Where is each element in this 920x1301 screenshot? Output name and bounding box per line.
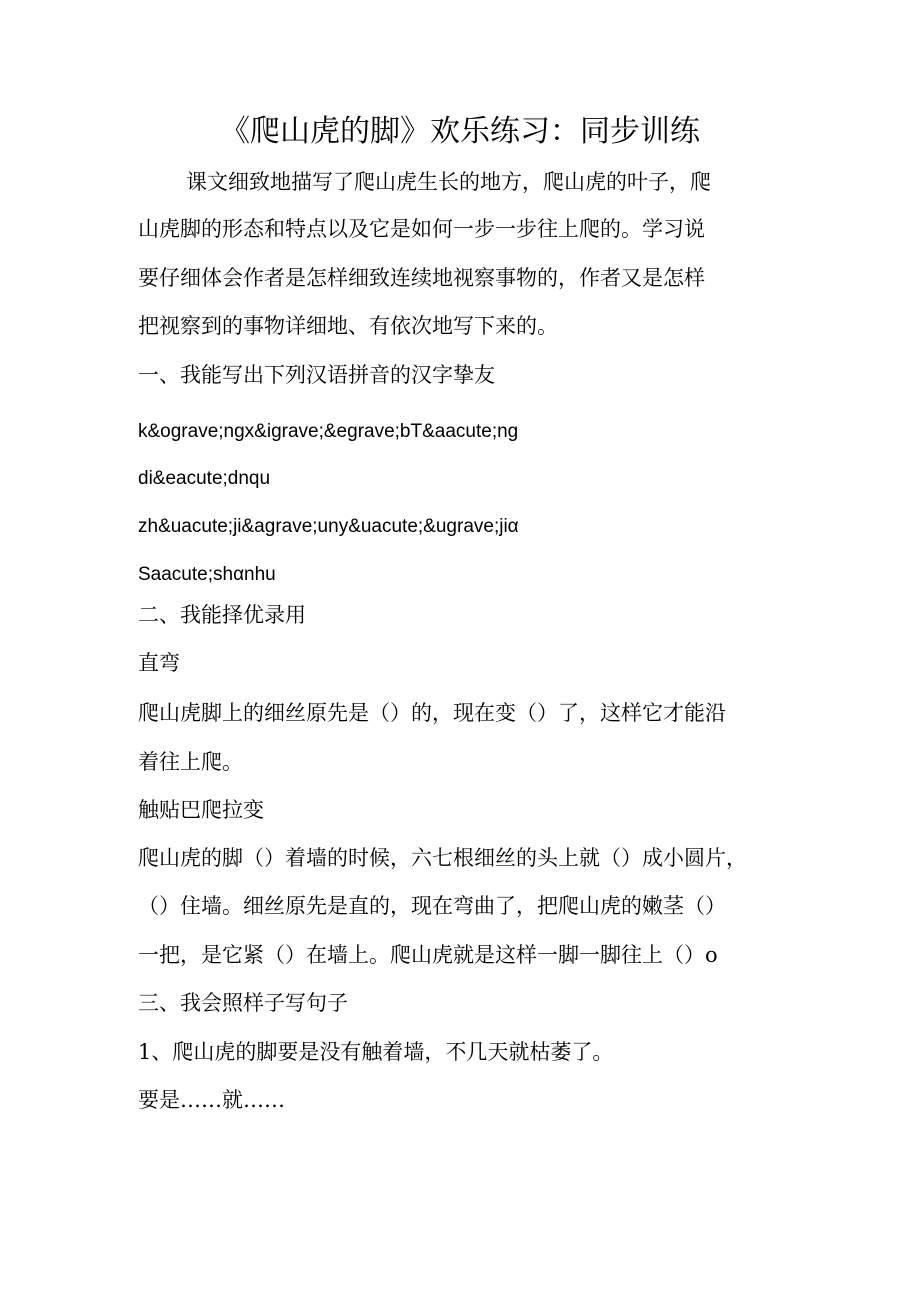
fill-sentence-1-line-2: 着往上爬。 <box>138 750 243 774</box>
section-2-heading: 二、我能择优录用 <box>138 603 306 627</box>
example-sentence-1: 1、爬山虎的脚要是没有触着墙，不几天就枯萎了。 <box>138 1040 614 1064</box>
pinyin-line-4: Saacute;shαnhu <box>138 564 276 585</box>
fill-sentence-2-line-2: （）住墙。细丝原先是直的，现在弯曲了，把爬山虎的嫩茎（） <box>138 894 726 918</box>
pinyin-line-1: k&ograve;ngx&igrave;&egrave;bT&aacute;ng <box>138 421 519 442</box>
intro-line-4: 把视察到的事物详细地、有依次地写下来的。 <box>138 314 558 338</box>
section-1-heading: 一、我能写出下列汉语拼音的汉字挚友 <box>138 363 495 387</box>
word-bank-2: 触贴巴爬拉变 <box>138 798 264 822</box>
sentence-pattern-1: 要是……就…… <box>138 1088 285 1112</box>
word-bank-1: 直弯 <box>138 651 180 675</box>
intro-line-1: 课文细致地描写了爬山虎生长的地方，爬山虎的叶子，爬 <box>186 170 711 194</box>
pinyin-line-3: zh&uacute;ji&agrave;uny&uacute;&ugrave;jiα <box>138 516 519 537</box>
intro-line-3: 要仔细体会作者是怎样细致连续地视察事物的，作者又是怎样 <box>138 266 705 290</box>
intro-line-2: 山虎脚的形态和特点以及它是如何一步一步往上爬的。学习说 <box>138 217 705 241</box>
fill-sentence-1-line-1: 爬山虎脚上的细丝原先是（）的，现在变（）了，这样它才能沿 <box>138 701 726 725</box>
page-title: 《爬山虎的脚》欢乐练习：同步训练 <box>220 114 700 149</box>
fill-sentence-2-line-3: 一把，是它紧（）在墙上。爬山虎就是这样一脚一脚往上（）o <box>138 943 718 967</box>
fill-sentence-2-line-1: 爬山虎的脚（）着墙的时候，六七根细丝的头上就（）成小圆片， <box>138 846 747 870</box>
section-3-heading: 三、我会照样子写句子 <box>138 991 348 1015</box>
pinyin-line-2: di&eacute;dnqu <box>138 468 271 489</box>
